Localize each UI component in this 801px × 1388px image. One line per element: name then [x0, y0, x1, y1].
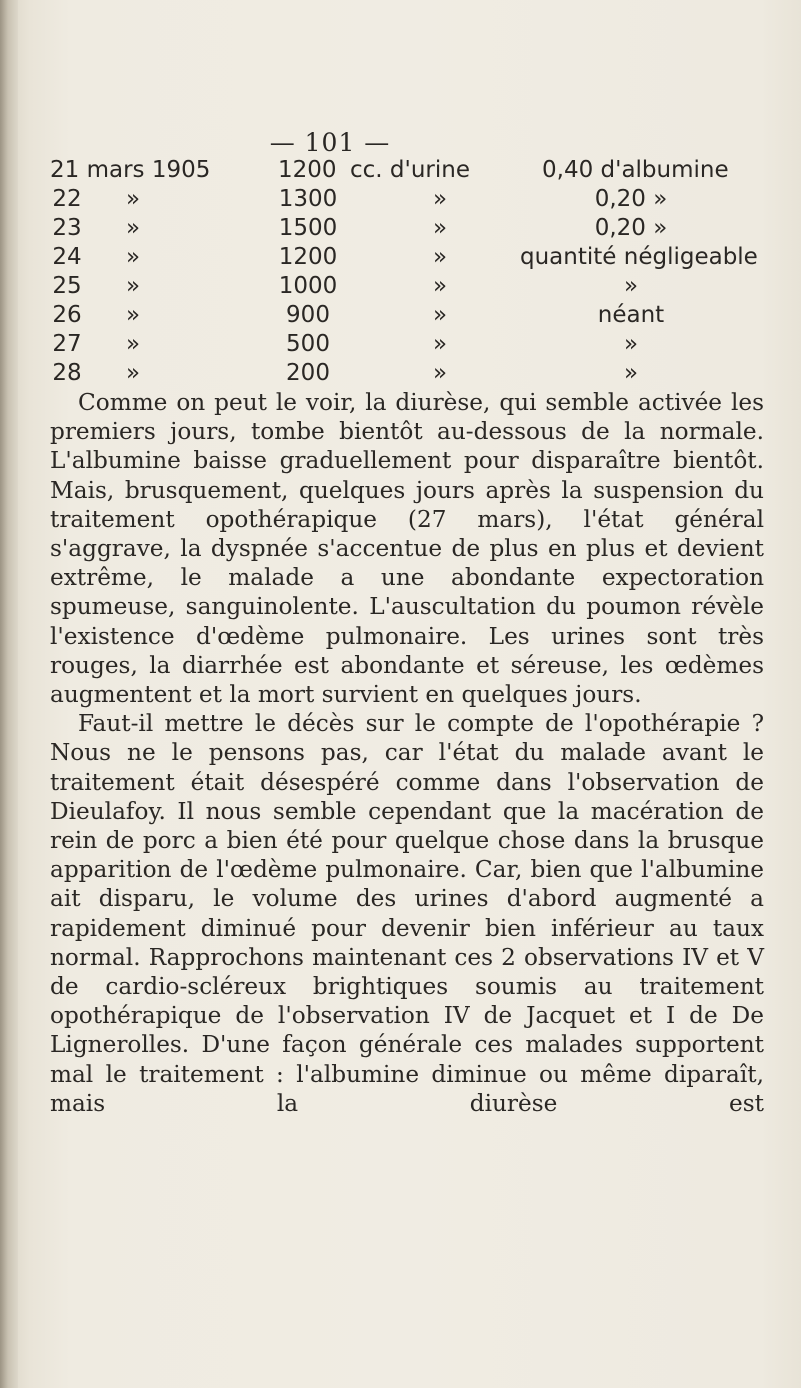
table-row: [0, 302, 801, 332]
albumin-cell: »: [623, 360, 639, 386]
volume-cell: 1000: [278, 273, 338, 299]
albumin-cell: »: [623, 273, 639, 299]
month-ditto-cell: »: [125, 215, 141, 241]
day-cell: 24: [52, 244, 82, 270]
month-ditto-cell: »: [125, 273, 141, 299]
unit-ditto-cell: »: [432, 186, 448, 212]
table-row: [0, 244, 801, 274]
table-row: [0, 186, 801, 216]
volume-cell: 200: [286, 360, 330, 386]
day-cell: 27: [52, 331, 82, 357]
volume-cell: 1500: [278, 215, 338, 241]
day-cell: 23: [52, 215, 82, 241]
unit-ditto-cell: »: [432, 331, 448, 357]
table-row: [0, 273, 801, 303]
page-number: — 101 —: [269, 128, 391, 157]
volume-cell: 500: [286, 331, 330, 357]
unit-ditto-cell: »: [432, 244, 448, 270]
table-row: [0, 360, 801, 390]
day-cell: 25: [52, 273, 82, 299]
day-cell: 28: [52, 360, 82, 386]
table-row-first: [0, 157, 801, 187]
paragraph: Comme on peut le voir, la diurèse, qui semble activée les premiers jours, tombe bientôt au-dessous de la normale. L'albumine baisse graduellement pour disparaître bientôt. Mais, brusquement, quelques jours après la suspension du traitement opothérapique (27 mars), l'état général s'aggrave, la dyspnée s'accentue de plus en plus et devient extrême, le malade a une abondante expectoration spumeuse, sanguinolente. L'auscultation du poumon révèle l'existence d'œdème pulmonaire. Les urines sont très rouges, la diarrhée est abondante et séreuse, les œdèmes augmentent et la mort survient en quelques jours.: [50, 389, 764, 709]
month-ditto-cell: »: [125, 302, 141, 328]
unit-ditto-cell: »: [432, 360, 448, 386]
albumin-cell: 0,20 »: [594, 215, 668, 241]
volume-cell: 900: [286, 302, 330, 328]
albumin-cell: quantité négligeable: [520, 244, 758, 270]
body-text: [50, 388, 764, 1118]
albumin-cell: néant: [597, 302, 665, 328]
date-cell: 21 mars 1905: [50, 157, 211, 183]
month-ditto-cell: »: [125, 186, 141, 212]
volume-cell: 1200: [278, 157, 337, 183]
albumin-cell: 0,20 »: [594, 186, 668, 212]
unit-ditto-cell: »: [432, 302, 448, 328]
volume-cell: 1300: [278, 186, 338, 212]
paragraph: Faut-il mettre le décès sur le compte de l'opothérapie ? Nous ne le pensons pas, car l'état du malade avant le traitement était désespéré comme dans l'observation de Dieulafoy. Il nous semble cependant que la macération de rein de porc a bien été pour quelque chose dans la brusque apparition de l'œdème pulmonaire. Car, bien que l'albumine ait disparu, le volume des urines d'abord augmenté a rapidement diminué pour devenir bien inférieur au taux normal. Rapprochons maintenant ces 2 observations IV et V de cardio-scléreux brightiques soumis au traitement opothérapique de l'observation IV de Jacquet et I de De Lignerolles. D'une façon générale ces malades supportent mal le traitement : l'albumine diminue ou même diparaît, mais la diurèse est: [50, 710, 764, 1117]
month-ditto-cell: »: [125, 360, 141, 386]
unit-cell: cc. d'urine: [350, 157, 470, 183]
month-ditto-cell: »: [125, 244, 141, 270]
albumin-cell: 0,40 d'albumine: [542, 157, 729, 183]
day-cell: 22: [52, 186, 82, 212]
month-ditto-cell: »: [125, 331, 141, 357]
unit-ditto-cell: »: [432, 215, 448, 241]
table-row: [0, 331, 801, 361]
unit-ditto-cell: »: [432, 273, 448, 299]
day-cell: 26: [52, 302, 82, 328]
volume-cell: 1200: [278, 244, 338, 270]
albumin-cell: »: [623, 331, 639, 357]
table-row: [0, 215, 801, 245]
